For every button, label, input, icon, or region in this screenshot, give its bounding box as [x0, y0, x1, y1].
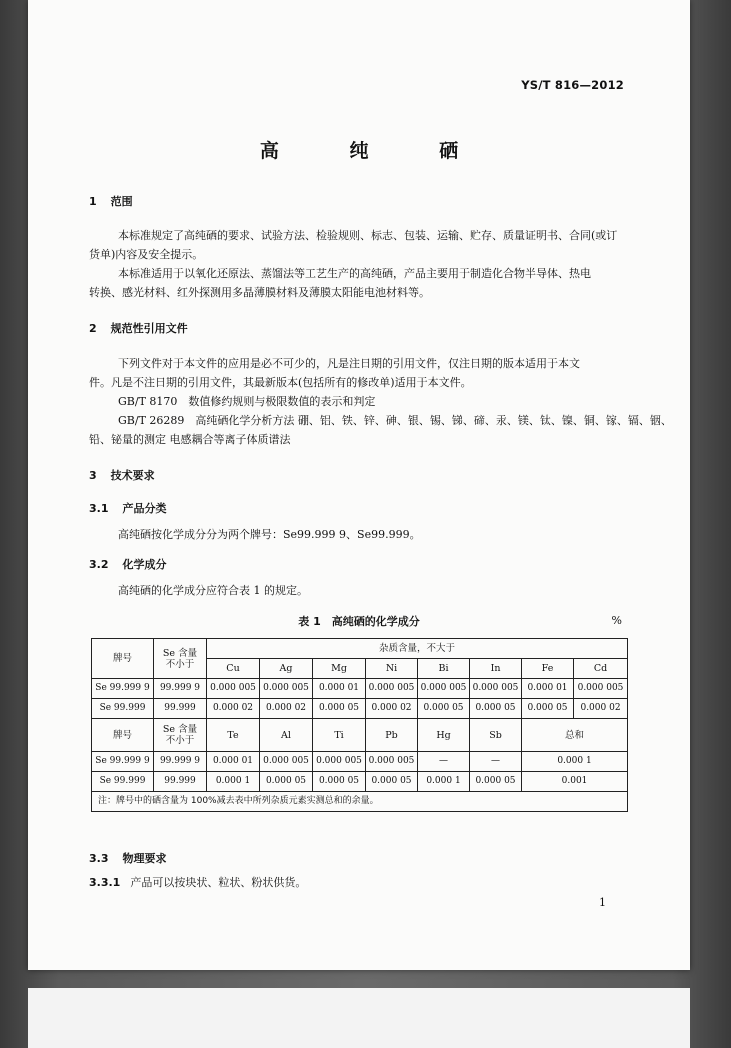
section-2-number: 2 [89, 322, 97, 335]
se-cell: 99.999 [154, 772, 207, 792]
col-header: In [470, 659, 522, 679]
grade-header-b: 牌号 [92, 719, 154, 752]
col-header: Te [207, 719, 260, 752]
value-cell: 0.000 005 [313, 752, 366, 772]
col-header: Mg [313, 659, 366, 679]
col-header: Bi [418, 659, 470, 679]
section-3-1-heading [89, 500, 167, 516]
se-content-header-b: Se 含量 不小于 [154, 719, 207, 752]
scope-para-2-line-2: 转换、感光材料、红外探测用多晶薄膜材料及薄膜太阳能电池材料等。 [89, 286, 430, 299]
col-header: Hg [418, 719, 470, 752]
total-cell: 0.000 1 [522, 752, 628, 772]
scope-para-2-line-1: 本标准适用于以氧化还原法、蒸馏法等工艺生产的高纯硒，产品主要用于制造化合物半导体、热电 [118, 267, 591, 280]
total-cell: 0.001 [522, 772, 628, 792]
value-cell: 0.000 1 [418, 772, 470, 792]
table-1-caption: 表 1 高纯硒的化学成分 [298, 615, 420, 628]
value-cell: 0.000 02 [260, 699, 313, 719]
section-3-3-title: 物理要求 [122, 852, 167, 865]
value-cell: 0.000 05 [313, 772, 366, 792]
table-row [92, 752, 628, 772]
reference-gbt-26289-line-1: GB/T 26289 高纯硒化学分析方法 硼、铝、铁、锌、砷、银、锡、锑、碲、汞、镁、钛、镍、铜、镓、镉、铟、 [118, 414, 672, 427]
col-header: Ag [260, 659, 313, 679]
scope-para-1-line-1: 本标准规定了高纯硒的要求、试验方法、检验规则、标志、包装、运输、贮存、质量证明书、合同(或订 [118, 229, 618, 242]
section-3-3-1 [89, 872, 306, 894]
standard-number: YS/T 816—2012 [521, 78, 624, 92]
refs-para-line-1: 下列文件对于本文件的应用是必不可少的，凡是注日期的引用文件，仅注日期的版本适用于本文 [118, 357, 580, 370]
se-cell: 99.999 9 [154, 752, 207, 772]
value-cell: 0.000 05 [470, 772, 522, 792]
col-header: Cd [574, 659, 628, 679]
table-row [92, 679, 628, 699]
value-cell: 0.000 05 [418, 699, 470, 719]
value-cell: 0.000 005 [260, 679, 313, 699]
value-cell: 0.000 005 [470, 679, 522, 699]
col-header: Pb [366, 719, 418, 752]
section-1-heading [89, 193, 133, 209]
value-cell: 0.000 005 [418, 679, 470, 699]
section-2-title: 规范性引用文件 [110, 322, 188, 335]
value-cell: 0.000 05 [470, 699, 522, 719]
table-row [92, 699, 628, 719]
section-3-number: 3 [89, 469, 97, 482]
section-3-2-text: 高纯硒的化学成分应符合表 1 的规定。 [118, 584, 308, 597]
refs-para-line-2: 件。凡是不注日期的引用文件，其最新版本(包括所有的修改单)适用于本文件。 [89, 376, 472, 389]
table-row [92, 772, 628, 792]
section-3-3-1-number: 3.3.1 [89, 876, 121, 889]
section-3-heading [89, 467, 155, 483]
section-3-2-number: 3.2 [89, 558, 109, 571]
page-number: 1 [599, 896, 606, 909]
section-3-3-number: 3.3 [89, 852, 109, 865]
grade-cell: Se 99.999 [92, 699, 154, 719]
section-3-3-heading [89, 850, 167, 866]
section-3-2-title: 化学成分 [122, 558, 167, 571]
value-cell: 0.000 05 [522, 699, 574, 719]
value-cell: 0.000 02 [574, 699, 628, 719]
value-cell: 0.000 1 [207, 772, 260, 792]
grade-header-a: 牌号 [92, 639, 154, 679]
value-cell: 0.000 05 [260, 772, 313, 792]
reference-gbt-26289-line-2: 铅、铋量的测定 电感耦合等离子体质谱法 [89, 433, 291, 446]
table-note: 注：牌号中的硒含量为 100%减去表中所列杂质元素实测总和的余量。 [92, 792, 628, 812]
chemical-composition-table [91, 638, 628, 812]
next-page-edge [28, 988, 690, 1048]
value-cell: 0.000 005 [207, 679, 260, 699]
col-header-total: 总和 [522, 719, 628, 752]
grade-cell: Se 99.999 [92, 772, 154, 792]
value-cell: 0.000 02 [366, 699, 418, 719]
table-1-unit: % [611, 614, 622, 627]
section-2-heading [89, 320, 188, 336]
value-cell: 0.000 005 [260, 752, 313, 772]
value-cell: 0.000 02 [207, 699, 260, 719]
document-title: 高 纯 硒 [259, 140, 491, 162]
value-cell: 0.000 01 [313, 679, 366, 699]
section-1-number: 1 [89, 195, 97, 208]
col-header: Cu [207, 659, 260, 679]
value-cell: 0.000 01 [207, 752, 260, 772]
value-cell: — [470, 752, 522, 772]
col-header: Ti [313, 719, 366, 752]
col-header: Sb [470, 719, 522, 752]
section-3-1-title: 产品分类 [122, 502, 167, 515]
grade-cell: Se 99.999 9 [92, 752, 154, 772]
se-cell: 99.999 [154, 699, 207, 719]
value-cell: 0.000 005 [574, 679, 628, 699]
document-page [28, 0, 690, 970]
section-1-title: 范围 [110, 195, 133, 208]
se-content-header-a: Se 含量 不小于 [154, 639, 207, 679]
section-3-1-number: 3.1 [89, 502, 109, 515]
value-cell: 0.000 01 [522, 679, 574, 699]
section-3-title: 技术要求 [110, 469, 155, 482]
value-cell: — [418, 752, 470, 772]
col-header: Ni [366, 659, 418, 679]
scope-para-1-line-2: 货单)内容及安全提示。 [89, 248, 204, 261]
value-cell: 0.000 05 [313, 699, 366, 719]
section-3-1-text: 高纯硒按化学成分分为两个牌号：Se99.999 9、Se99.999。 [118, 528, 421, 541]
grade-cell: Se 99.999 9 [92, 679, 154, 699]
col-header: Fe [522, 659, 574, 679]
section-3-3-1-text: 产品可以按块状、粒状、粉状供货。 [130, 876, 307, 889]
section-3-2-heading [89, 556, 167, 572]
value-cell: 0.000 005 [366, 752, 418, 772]
reference-gbt-8170: GB/T 8170 数值修约规则与极限数值的表示和判定 [118, 395, 376, 408]
value-cell: 0.000 005 [366, 679, 418, 699]
col-header: Al [260, 719, 313, 752]
impurity-header: 杂质含量，不大于 [207, 639, 628, 659]
value-cell: 0.000 05 [366, 772, 418, 792]
se-cell: 99.999 9 [154, 679, 207, 699]
